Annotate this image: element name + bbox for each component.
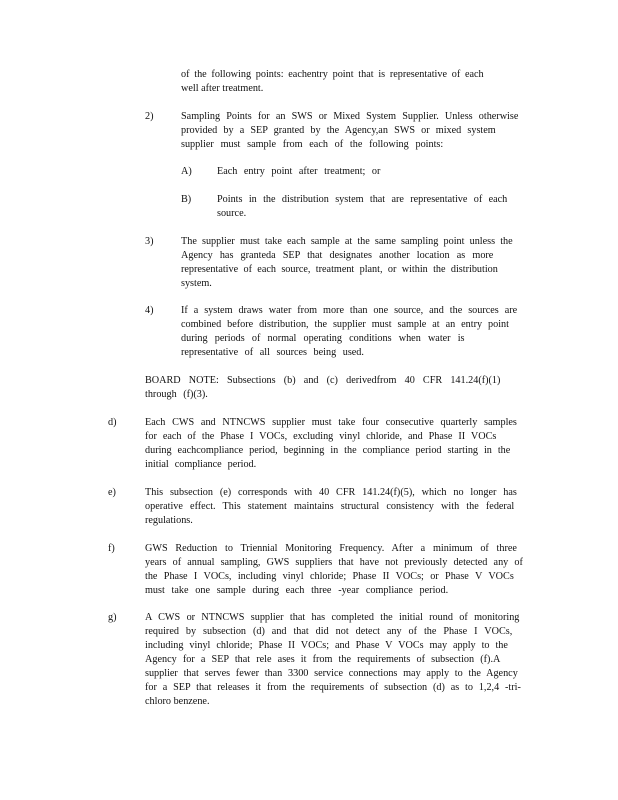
text-line: If a system draws water from more than one source, and the sources are [181,305,518,316]
text-line: including vinyl chloride; Phase II VOCs; and Phase V VOCs may apply to the [145,640,508,651]
text-line: Agency has granteda SEP that designates another location as more [181,250,494,261]
item-label-d: d) [108,417,117,428]
text-line: source. [217,208,247,219]
text-line: the Phase I VOCs, including vinyl chloride; Phase II VOCs; or Phase V VOCs [145,571,514,582]
text-line: combined before distribution, the supplier must sample at an entry point [181,319,509,330]
item-label-2a: A) [181,166,192,177]
text-line: through (f)(3). [145,389,208,400]
text-line: operative effect. This statement maintains structural consistency with the federal [145,501,515,512]
text-line: GWS Reduction to Triennial Monitoring Frequency. After a minimum of three [145,543,517,554]
text-line: This subsection (e) corresponds with 40 CFR 141.24(f)(5), which no longer has [145,487,517,498]
item-label-3: 3) [145,236,154,247]
text-line: chloro benzene. [145,696,210,707]
item-label-2b: B) [181,194,192,205]
item-label-e: e) [108,487,116,498]
text-line: representative of each source, treatment plant, or within the distribution [181,264,498,275]
item-d-text [145,416,517,472]
item-2a-text [217,165,380,179]
text-line: A CWS or NTNCWS supplier that has completed the initial round of monitoring [145,612,520,623]
text-line: for a SEP that releases it from the requirements of subsection (d) as to 1,2,4 -tri- [145,682,521,693]
text-line: years of annual sampling, GWS suppliers that have not previously detected any of [145,557,523,568]
item-label-f: f) [108,543,115,554]
item-4-text [181,304,517,360]
item-label-4: 4) [145,305,154,316]
item-label-g: g) [108,612,117,623]
text-line: of the following points: eachentry point that is representative of each [181,69,484,80]
text-line: regulations. [145,515,193,526]
text-line: BOARD NOTE: Subsections (b) and (c) derivedfrom 40 CFR 141.24(f)(1) [145,375,501,386]
item-f-text [145,542,523,598]
text-line: during periods of normal operating conditions when water is [181,333,465,344]
paragraph-continuation [181,68,484,96]
text-line: supplier that serves fewer than 3300 service connections may apply to the Agency [145,668,518,679]
text-line: Points in the distribution system that are representative of each [217,194,508,205]
text-line: Sampling Points for an SWS or Mixed System Supplier. Unless otherwise [181,111,519,122]
item-2-text [181,110,518,152]
text-line: provided by a SEP granted by the Agency,an SWS or mixed system [181,125,496,136]
text-line: during eachcompliance period, beginning in the compliance period starting in the [145,445,511,456]
text-line: well after treatment. [181,83,264,94]
text-line: Each CWS and NTNCWS supplier must take four consecutive quarterly samples [145,417,517,428]
text-line: required by subsection (d) and that did not detect any of the Phase I VOCs, [145,626,513,637]
text-line: Each entry point after treatment; or [217,166,381,177]
text-line: for each of the Phase I VOCs, excluding vinyl chloride, and Phase II VOCs [145,431,497,442]
text-line: Agency for a SEP that rele ases it from the requirements of subsection (f).A [145,654,501,665]
text-line: must take one sample during each three -year compliance period. [145,585,449,596]
text-line: The supplier must take each sample at the same sampling point unless the [181,236,513,247]
board-note [145,374,500,402]
item-3-text [181,235,513,291]
item-label-2: 2) [145,111,154,122]
text-line: supplier must sample from each of the following points: [181,139,444,150]
item-e-text [145,486,517,528]
text-line: initial compliance period. [145,459,257,470]
text-line: system. [181,278,212,289]
item-2b-text [217,193,507,221]
text-line: representative of all sources being used. [181,347,364,358]
item-g-text [145,611,521,709]
